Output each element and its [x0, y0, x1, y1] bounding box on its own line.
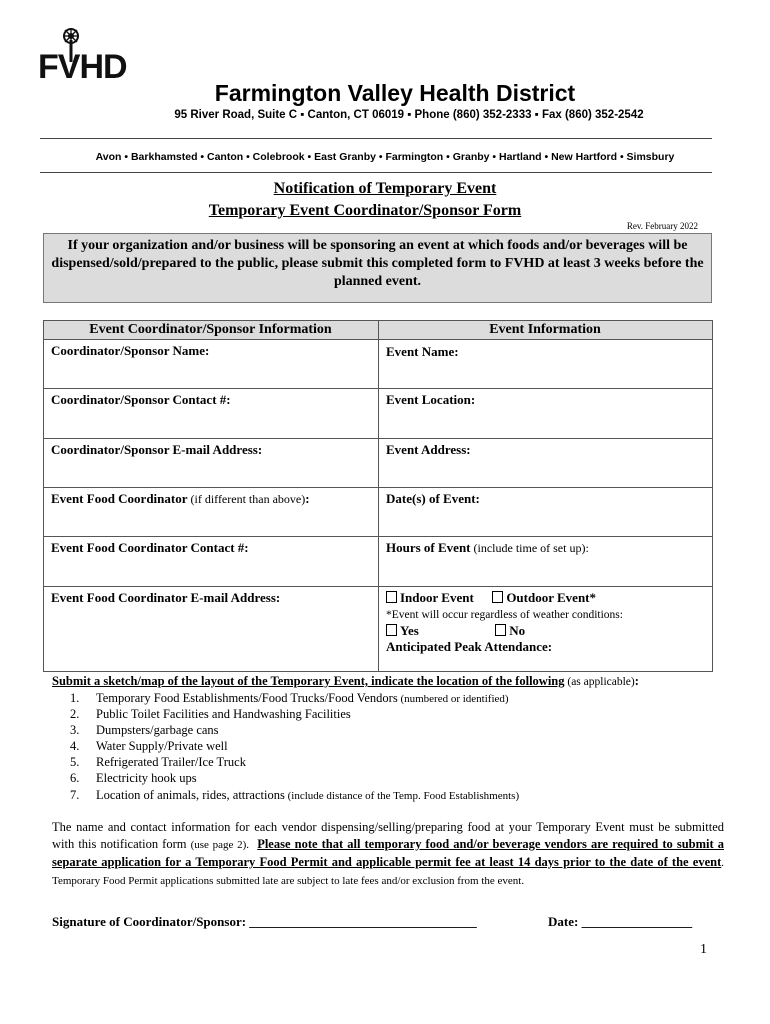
info-table	[43, 320, 712, 672]
vendor-paragraph	[52, 819, 724, 890]
event-location-label: Event Location:	[386, 392, 476, 407]
event-name-label: Event Name:	[386, 344, 459, 359]
date-line[interactable]: Date: _________________	[548, 914, 693, 929]
checkbox-icon	[386, 624, 397, 636]
table-line	[712, 320, 713, 672]
logo-text: FVHD	[38, 48, 127, 86]
fvhd-logo	[38, 28, 150, 84]
weather-yes-label: Yes	[400, 623, 419, 638]
paragraph-note: (use page 2).	[190, 839, 250, 851]
food-coordinator-email-field[interactable]	[43, 587, 378, 671]
sponsor-info-header: Event Coordinator/Sponsor Information	[43, 320, 378, 339]
outdoor-event-label: Outdoor Event*	[506, 590, 596, 605]
weather-no-checkbox[interactable]	[495, 623, 525, 638]
list-item	[70, 690, 519, 706]
list-item-note: (include distance of the Temp. Food Establishments)	[284, 789, 520, 802]
revision-date: Rev. February 2022	[626, 221, 698, 231]
sponsor-name-label: Coordinator/Sponsor Name:	[51, 343, 210, 358]
list-item-note: (numbered or identified)	[397, 693, 509, 705]
weather-yes-checkbox[interactable]	[386, 623, 419, 638]
outdoor-event-checkbox[interactable]	[492, 590, 596, 605]
sketch-heading-note: (as applicable)	[564, 676, 635, 688]
list-item-number: 5.	[70, 755, 80, 770]
sketch-instructions	[52, 674, 639, 689]
event-location-field[interactable]	[378, 389, 712, 438]
list-item-text: Electricity hook ups	[96, 771, 197, 786]
notice-box: If your organization and/or business will be sponsoring an event at which foods and/or beverages will be dispensed/sold/prepared to the public, please submit this completed form to FVHD at least 3 weeks before the planned event.	[43, 233, 712, 303]
form-title: Notification of Temporary Event	[273, 180, 497, 197]
peak-attendance-label[interactable]: Anticipated Peak Attendance:	[386, 639, 553, 654]
event-name-field[interactable]	[378, 340, 712, 388]
food-coordinator-contact-field[interactable]	[43, 537, 378, 586]
event-hours-label: Hours of Event	[386, 540, 471, 555]
list-item-number: 4.	[70, 739, 80, 754]
paragraph-emphasis: Please note that all temporary food and/or beverage vendors are required to submit a separate application for a Temporary Food Permit and applicable permit fee at least 14 days prior to the date of the event	[52, 837, 724, 869]
page-number: 1	[700, 942, 707, 957]
weather-no-label: No	[509, 623, 526, 638]
food-coordinator-label: Event Food Coordinator	[51, 491, 188, 506]
food-coordinator-email-label: Event Food Coordinator E-mail Address:	[51, 590, 281, 605]
list-item	[70, 706, 519, 722]
list-item-text: Refrigerated Trailer/Ice Truck	[96, 755, 246, 770]
list-item-text: Location of animals, rides, attractions	[96, 787, 285, 802]
indoor-event-checkbox[interactable]	[386, 590, 474, 605]
event-hours-note: (include time of set up):	[470, 541, 589, 555]
signature-line[interactable]: Signature of Coordinator/Sponsor: ___________________________________	[52, 914, 477, 929]
paragraph-late-note: . Temporary Food Permit applications submitted late are subject to late fees and/or exclusion from the event.	[52, 857, 724, 887]
event-type-cell	[378, 587, 712, 671]
list-item	[70, 722, 519, 738]
sketch-items-list	[70, 690, 519, 803]
event-address-label: Event Address:	[386, 442, 471, 457]
indoor-event-label: Indoor Event	[400, 590, 474, 605]
list-item-number: 6.	[70, 771, 80, 786]
event-hours-field[interactable]	[378, 537, 712, 586]
event-info-header: Event Information	[378, 320, 712, 339]
paragraph-text: The name and contact information for each vendor dispensing/selling/preparing food at your Temporary Event must be submitted with this notification form	[52, 820, 724, 851]
food-coordinator-note: (if different than above)	[187, 492, 306, 506]
weather-note: *Event will occur regardless of weather conditions:	[386, 609, 623, 621]
sponsor-name-field[interactable]	[43, 340, 378, 388]
sketch-heading: Submit a sketch/map of the layout of the Temporary Event, indicate the location of the following	[52, 674, 565, 688]
list-item-number: 3.	[70, 723, 80, 738]
header-rule-top	[40, 138, 712, 139]
list-item-text: Water Supply/Private well	[96, 739, 228, 754]
sponsor-contact-field[interactable]	[43, 389, 378, 438]
event-dates-label: Date(s) of Event:	[386, 491, 480, 506]
food-coordinator-field[interactable]	[43, 488, 378, 536]
header-rule-bottom	[40, 172, 712, 173]
list-item-number: 7.	[70, 787, 80, 802]
food-coordinator-colon: :	[305, 491, 310, 506]
list-item-text: Dumpsters/garbage cans	[96, 723, 219, 738]
checkbox-icon	[386, 591, 397, 603]
sponsor-email-label: Coordinator/Sponsor E-mail Address:	[51, 442, 263, 457]
list-item-number: 1.	[70, 691, 80, 705]
list-item-number: 2.	[70, 707, 80, 722]
org-name: Farmington Valley Health District	[214, 80, 576, 106]
sponsor-contact-label: Coordinator/Sponsor Contact #:	[51, 392, 231, 407]
org-address: 95 River Road, Suite C ▪ Canton, CT 06019 ▪ Phone (860) 352-2333 ▪ Fax (860) 352-2542	[174, 109, 644, 121]
sketch-heading-colon: :	[634, 674, 639, 688]
list-item	[70, 770, 519, 786]
list-item	[70, 754, 519, 770]
list-item	[70, 787, 519, 803]
event-dates-field[interactable]	[378, 488, 712, 536]
list-item	[70, 738, 519, 754]
member-towns: Avon • Barkhamsted • Canton • Colebrook • East Granby • Farmington • Granby • Hartland • New Hartford • Simsbury	[95, 151, 675, 163]
food-coordinator-contact-label: Event Food Coordinator Contact #:	[51, 540, 249, 555]
list-item-text: Temporary Food Establishments/Food Trucks/Food Vendors	[96, 691, 398, 705]
checkbox-icon	[495, 624, 506, 636]
event-address-field[interactable]	[378, 439, 712, 487]
form-subtitle: Temporary Event Coordinator/Sponsor Form	[208, 202, 522, 219]
checkbox-icon	[492, 591, 503, 603]
sponsor-email-field[interactable]	[43, 439, 378, 487]
list-item-text: Public Toilet Facilities and Handwashing Facilities	[96, 707, 351, 722]
